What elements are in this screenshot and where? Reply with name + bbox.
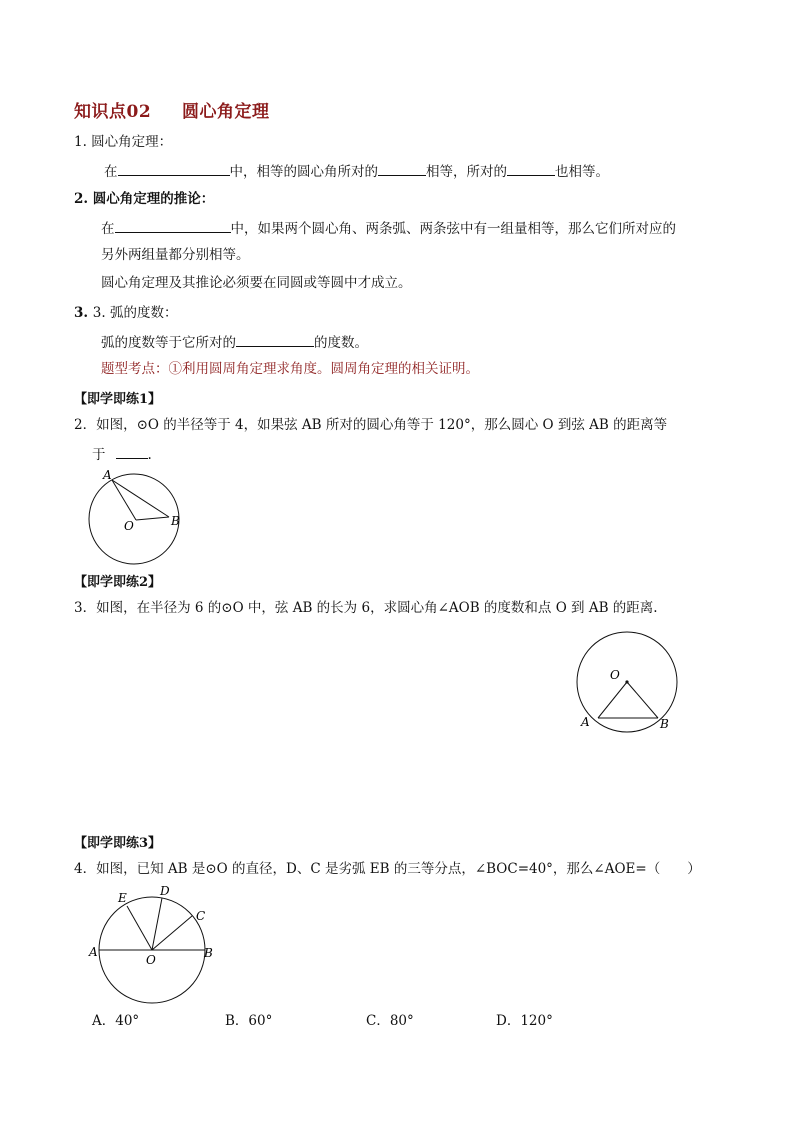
ex3-label-c: C [196, 909, 206, 923]
ex1-header: 【即学即练1】 [74, 392, 162, 407]
ex1-label-b: B [171, 514, 180, 528]
ex3-header: 【即学即练3】 [74, 836, 162, 851]
option-a[interactable]: A．40° [92, 1013, 140, 1029]
blank-5 [236, 332, 314, 347]
item2-line2: 另外两组量都分别相等。 [101, 247, 250, 263]
ex1-question-line1: 2．如图，⊙O 的半径等于 4，如果弦 AB 所对的圆心角等于 120°，那么圆心 O 到弦 AB 的距离等 [74, 417, 668, 433]
item3-statement [101, 332, 368, 352]
item2-pre: 在 [101, 221, 115, 237]
blank-3 [507, 161, 555, 176]
item2-label: 2. 圆心角定理的推论： [74, 191, 215, 207]
item3-tip: 题型考点：①利用圆周角定理求角度。圆周角定理的相关证明。 [101, 361, 479, 377]
blank-4 [115, 218, 231, 233]
ex3-label-o: O [146, 953, 156, 967]
blank-1 [118, 161, 230, 176]
item1-mid1: 中，相等的圆心角所对的 [229, 164, 378, 180]
option-d[interactable]: D．120° [496, 1013, 553, 1029]
item2-note: 圆心角定理及其推论必须要在同圆或等圆中才成立。 [101, 275, 412, 291]
item2-line1-text: 中，如果两个圆心角、两条弧、两条弦中有一组量相等，那么它们所对应的 [230, 221, 676, 237]
ex1-label-a: A [103, 468, 112, 482]
ex2-question: 3．如图，在半径为 6 的⊙O 中，弦 AB 的长为 6，求圆心角∠AOB 的度数和点 O 到 AB 的距离. [74, 600, 658, 616]
ex3-label-a: A [89, 945, 98, 959]
ex3-figure [84, 880, 224, 1010]
item1-pre: 在 [104, 164, 118, 180]
blank-6 [116, 444, 148, 459]
heading-number: 知识点02 [74, 102, 152, 122]
ex2-figure [570, 628, 690, 738]
item3-pre: 弧的度数等于它所对的 [101, 335, 236, 351]
item1-statement [104, 161, 609, 181]
item3-post: 的度数。 [314, 335, 368, 351]
item1-mid2: 相等，所对的 [426, 164, 507, 180]
item2-line1 [101, 218, 676, 238]
ex2-label-b: B [660, 717, 669, 731]
option-b[interactable]: B．60° [225, 1013, 273, 1029]
ex2-label-a: A [581, 715, 590, 729]
ex2-header: 【即学即练2】 [74, 575, 162, 590]
option-c[interactable]: C．80° [366, 1013, 414, 1029]
item1-label: 1. 圆心角定理： [74, 134, 173, 150]
item3-label: 3. 3. 弧的度数： [74, 305, 178, 321]
ex3-label-b: B [204, 946, 213, 960]
ex1-figure [82, 462, 202, 562]
ex1-question-line2 [92, 444, 152, 464]
heading-title: 圆心角定理 [182, 102, 270, 122]
ex1-q-end: . [147, 447, 152, 463]
blank-2 [378, 161, 426, 176]
ex1-label-o: O [124, 519, 134, 533]
item1-post: 也相等。 [555, 164, 609, 180]
section-heading [74, 97, 270, 122]
ex2-label-o: O [610, 668, 620, 682]
ex3-label-d: D [160, 884, 170, 898]
item3-label-text: 3. 弧的度数： [92, 305, 178, 321]
ex3-question: 4．如图，已知 AB 是⊙O 的直径，D、C 是劣弧 EB 的三等分点，∠BOC=40°，那么∠AOE=（ ） [74, 861, 701, 877]
ex1-q2-text: 于 [92, 447, 106, 463]
ex3-label-e: E [118, 891, 127, 905]
